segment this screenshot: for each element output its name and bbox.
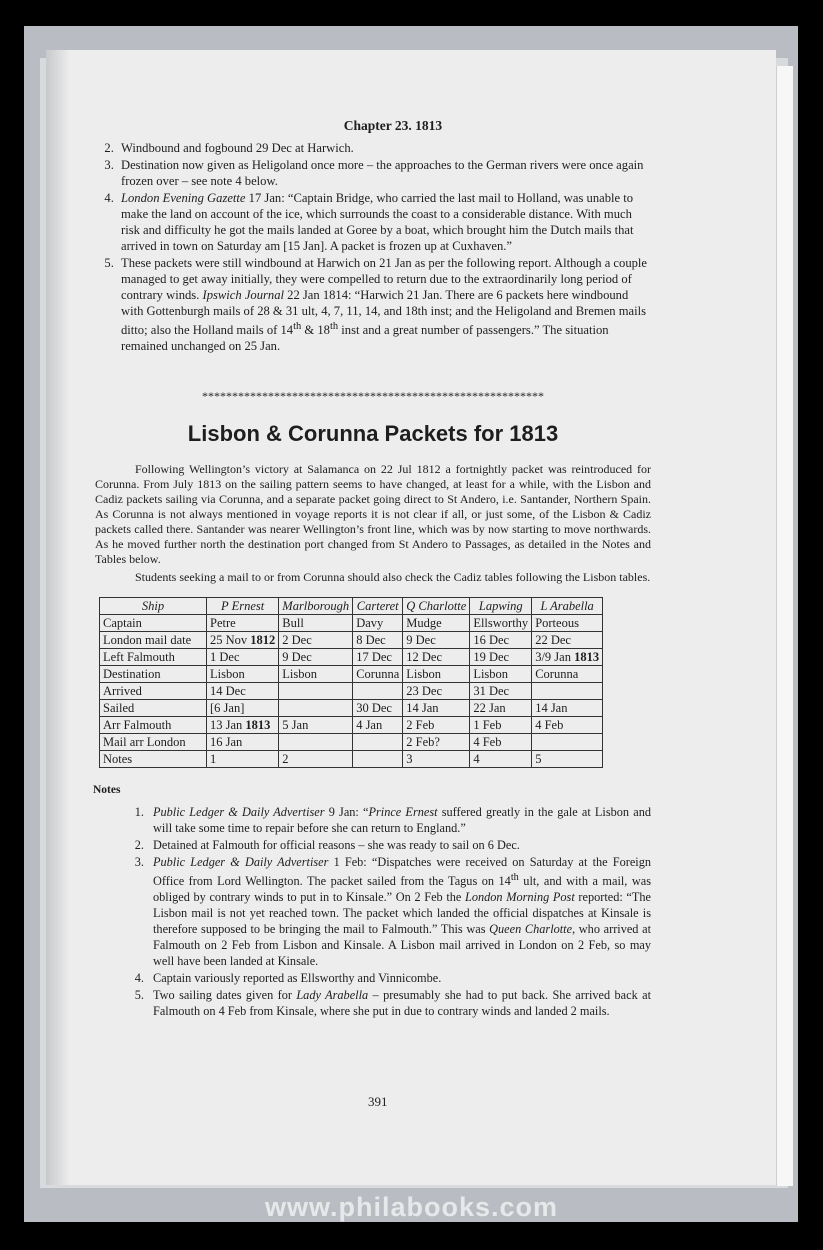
table-row <box>100 683 603 700</box>
intro-paragraph: Students seeking a mail to or from Corunna should also check the Cadiz tables following the Lisbon tables. <box>135 570 651 585</box>
table-cell: 2 <box>279 751 353 768</box>
table-row <box>100 700 603 717</box>
header-cell: Q Charlotte <box>403 598 470 615</box>
table-cell: 4 Jan <box>353 717 403 734</box>
page-edge <box>776 66 793 1186</box>
table-cell: 14 Jan <box>532 700 603 717</box>
chapter-heading: Chapter 23. 1813 <box>343 118 443 133</box>
note-item: 4. Captain variously reported as Ellsworthy and Vinnicombe. <box>147 970 651 986</box>
table-cell <box>532 683 603 700</box>
table-cell: 2 Feb <box>403 717 470 734</box>
table-cell: 14 Jan <box>403 700 470 717</box>
table-cell: 1 <box>207 751 279 768</box>
table-cell: 14 Dec <box>207 683 279 700</box>
table-cell: Ellsworthy <box>470 615 532 632</box>
table-cell: 30 Dec <box>353 700 403 717</box>
section-title: Lisbon & Corunna Packets for 1813 <box>187 421 559 447</box>
table-cell: Lisbon <box>207 666 279 683</box>
table-cell: 22 Jan <box>470 700 532 717</box>
table-cell: Lisbon <box>279 666 353 683</box>
table-row <box>100 632 603 649</box>
table-cell: Corunna <box>532 666 603 683</box>
table-cell: 25 Nov 1812 <box>207 632 279 649</box>
row-label: Mail arr London <box>100 734 207 751</box>
table-cell <box>532 734 603 751</box>
note-item: 5. Two sailing dates given for Lady Arabella – presumably she had to put back. She arrived back at Falmouth on 4 Feb from Kinsale, where she put in due to contrary winds and landed 2 mails. <box>147 987 651 1019</box>
table-cell: 23 Dec <box>403 683 470 700</box>
row-label: Arr Falmouth <box>100 717 207 734</box>
table-cell: 12 Dec <box>403 649 470 666</box>
intro-paragraph: Following Wellington’s victory at Salamanca on 22 Jul 1812 a fortnightly packet was reintroduced for Corunna. From July 1813 on the sailing pattern seems to have changed, at least for a while, with the Lisbon and Cadiz packets sailing via Corunna, and a separate packet going direct to St Andero, i.e. Santander, Northern Spain. As Corunna is not always mentioned in voyage reports it is not clear if all, or just some, of the Lisbon & Cadiz packets called there. Santander was nearer Wellington’s front line, which was by now starting to move northwards. As he moved further north the destination port changed from St Andero to Passages, as detailed in the Notes and Tables below. <box>95 462 651 567</box>
row-label: Sailed <box>100 700 207 717</box>
table-row <box>100 751 603 768</box>
header-cell: P Ernest <box>207 598 279 615</box>
table-row <box>100 717 603 734</box>
table-cell: 19 Dec <box>470 649 532 666</box>
table-cell: 2 Feb? <box>403 734 470 751</box>
table-cell: 5 Jan <box>279 717 353 734</box>
table-header-row <box>100 598 603 615</box>
table-cell: 2 Dec <box>279 632 353 649</box>
table-cell: 17 Dec <box>353 649 403 666</box>
note-item: 2. Detained at Falmouth for official reasons – she was ready to sail on 6 Dec. <box>147 837 651 853</box>
table-cell: 22 Dec <box>532 632 603 649</box>
table-cell: Mudge <box>403 615 470 632</box>
header-cell: Lapwing <box>470 598 532 615</box>
table-cell: 13 Jan 1813 <box>207 717 279 734</box>
row-label: Arrived <box>100 683 207 700</box>
row-label: Notes <box>100 751 207 768</box>
packets-table <box>99 597 603 768</box>
table-cell: Porteous <box>532 615 603 632</box>
row-label: London mail date <box>100 632 207 649</box>
notes-heading: Notes <box>93 784 121 797</box>
table-cell: 3/9 Jan 1813 <box>532 649 603 666</box>
table-cell: 3 <box>403 751 470 768</box>
row-label: Destination <box>100 666 207 683</box>
watermark-text: www.philabooks.com <box>264 1192 559 1222</box>
table-cell <box>353 683 403 700</box>
table-cell: 16 Dec <box>470 632 532 649</box>
table-cell <box>353 751 403 768</box>
table-cell: Corunna <box>353 666 403 683</box>
header-cell: Marlborough <box>279 598 353 615</box>
table-cell: Lisbon <box>403 666 470 683</box>
table-cell: 4 Feb <box>532 717 603 734</box>
note-item: 4. London Evening Gazette 17 Jan: “Captain Bridge, who carried the last mail to Holland, was unable to make the land on account of the ice, which surrounds the coast to a considerable distance. With much risk and difficulty he got the mails landed at Goree by a boat, which brought him the Dutch mails that arrived in town on Saturday am [15 Jan]. A packet is frozen up at Cuxhaven.” <box>117 190 651 254</box>
note-item: 5. These packets were still windbound at Harwich on 21 Jan as per the following report. Although a couple managed to get away initially, they were compelled to return due to the extraordinarily long period of contrary winds. Ipswich Journal 22 Jan 1814: “Harwich 21 Jan. There are 6 packets here windbound with Gottenburgh mails of 28 & 31 ult, 4, 7, 11, 14, and 18th inst; and the Heligoland and Bremen mails ditto; also the Holland mails of 14th & 18th inst and a great number of passengers.” The situation remained unchanged on 25 Jan. <box>117 255 651 354</box>
table-cell: 1 Dec <box>207 649 279 666</box>
table-cell: Petre <box>207 615 279 632</box>
table-cell <box>353 734 403 751</box>
top-notes-list <box>95 140 651 354</box>
table-cell: 31 Dec <box>470 683 532 700</box>
table-row <box>100 649 603 666</box>
note-item: 3. Public Ledger & Daily Advertiser 1 Feb: “Dispatches were received on Saturday at the Foreign Office from Lord Wellington. The packet sailed from the Tagus on 14th ult, and with a mail, was obliged by contrary winds to put in to Kinsale.” On 2 Feb the London Morning Post reported: “The Lisbon mail is not yet reached town. The packet which landed the official dispatches at Kinsale is therefore supposed to be bringing the mail to Falmouth.” This was Queen Charlotte, who arrived at Falmouth on 2 Feb from Lisbon and Kinsale. A Lisbon mail arrived in London on 2 Feb, so may well have been landed at Kinsale. <box>147 854 651 969</box>
table-cell: 1 Feb <box>470 717 532 734</box>
table-cell: 9 Dec <box>279 649 353 666</box>
book-spine-shadow <box>46 50 70 1185</box>
table-cell: 5 <box>532 751 603 768</box>
table-cell: 4 Feb <box>470 734 532 751</box>
table-cell: Lisbon <box>470 666 532 683</box>
note-item: 2. Windbound and fogbound 29 Dec at Harwich. <box>117 140 651 156</box>
note-item: 3. Destination now given as Heligoland once more – the approaches to the German rivers were once again frozen over – see note 4 below. <box>117 157 651 189</box>
row-label: Captain <box>100 615 207 632</box>
row-label: Left Falmouth <box>100 649 207 666</box>
table-row <box>100 615 603 632</box>
note-item: 1. Public Ledger & Daily Advertiser 9 Jan: “Prince Ernest suffered greatly in the gale at Lisbon and will take some time to repair before she can return to England.” <box>147 804 651 836</box>
table-cell: [6 Jan] <box>207 700 279 717</box>
table-cell <box>279 683 353 700</box>
header-cell: Ship <box>100 598 207 615</box>
page-number: 391 <box>368 1094 388 1109</box>
table-cell: 9 Dec <box>403 632 470 649</box>
page-content <box>95 118 651 1020</box>
separator: ********************************************************* <box>202 389 544 404</box>
table-cell: 8 Dec <box>353 632 403 649</box>
table-cell <box>279 734 353 751</box>
header-cell: L Arabella <box>532 598 603 615</box>
table-row <box>100 666 603 683</box>
table-cell: Bull <box>279 615 353 632</box>
table-cell: Davy <box>353 615 403 632</box>
table-row <box>100 734 603 751</box>
table-cell: 16 Jan <box>207 734 279 751</box>
header-cell: Carteret <box>353 598 403 615</box>
table-cell <box>279 700 353 717</box>
bottom-notes-list <box>95 804 651 1019</box>
table-cell: 4 <box>470 751 532 768</box>
